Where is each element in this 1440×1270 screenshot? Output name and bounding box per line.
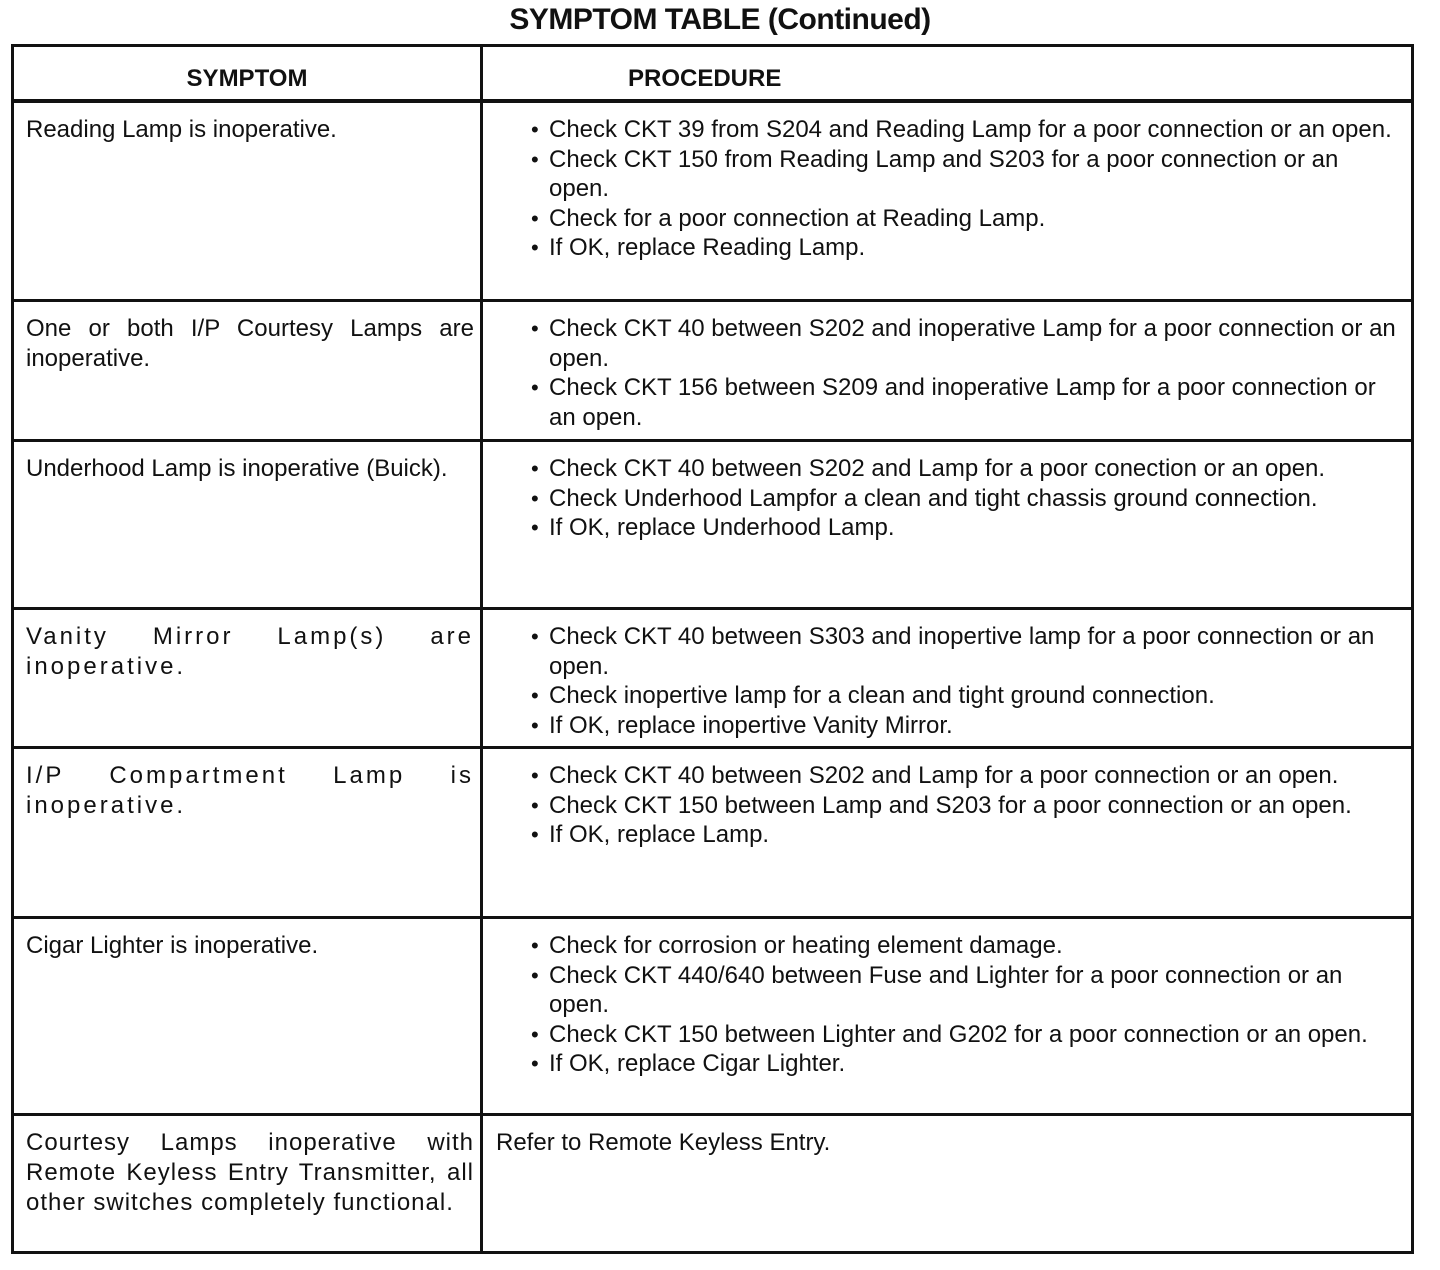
symptom-column-header: SYMPTOM (186, 65, 308, 92)
symptom-table (11, 44, 1414, 1254)
procedure-step: • Check for corrosion or heating element damage. (523, 931, 1403, 961)
table-row (14, 103, 1411, 302)
procedure-list (523, 761, 1403, 850)
procedure-list (523, 115, 1403, 263)
procedure-step: • Check CKT 40 between S303 and inopertive lamp for a poor connection or an open. (523, 622, 1403, 681)
table-header-row (14, 47, 1411, 103)
table-row (14, 749, 1411, 919)
procedure-step: • If OK, replace inopertive Vanity Mirror. (523, 711, 1403, 741)
procedure-step: • Check Underhood Lampfor a clean and tight chassis ground connection. (523, 484, 1403, 514)
table-row (14, 442, 1411, 610)
symptom-cell: Cigar Lighter is inoperative. (26, 932, 319, 959)
symptom-cell: Reading Lamp is inoperative. (26, 116, 337, 143)
procedure-step: • Check CKT 150 between Lamp and S203 for a poor connection or an open. (523, 791, 1403, 821)
procedure-column-header: PROCEDURE (628, 65, 782, 92)
procedure-step: • Check CKT 440/640 between Fuse and Lighter for a poor connection or an open. (523, 961, 1403, 1020)
symptom-cell: Underhood Lamp is inoperative (Buick). (26, 455, 448, 482)
procedure-list (523, 622, 1403, 740)
table-row (14, 302, 1411, 442)
procedure-cell: Refer to Remote Keyless Entry. (496, 1129, 831, 1156)
procedure-step: • Check CKT 40 between S202 and inoperative Lamp for a poor connection or an open. (523, 314, 1403, 373)
procedure-step: • If OK, replace Underhood Lamp. (523, 513, 1403, 543)
procedure-step: • Check inopertive lamp for a clean and tight ground connection. (523, 681, 1403, 711)
procedure-step: • Check CKT 39 from S204 and Reading Lamp for a poor connection or an open. (523, 115, 1403, 145)
table-row (14, 610, 1411, 749)
procedure-step: • Check CKT 40 between S202 and Lamp for a poor conection or an open. (523, 454, 1403, 484)
procedure-step: • If OK, replace Cigar Lighter. (523, 1049, 1403, 1079)
table-row (14, 919, 1411, 1116)
procedure-step: • Check CKT 150 from Reading Lamp and S203 for a poor connection or an open. (523, 145, 1403, 204)
procedure-step: • Check CKT 156 between S209 and inoperative Lamp for a poor connection or an open. (523, 373, 1403, 432)
procedure-list (523, 931, 1403, 1079)
symptom-cell: I/P Compartment Lamp is inoperative. (26, 762, 474, 819)
page-title: SYMPTOM TABLE (Continued) (509, 3, 931, 36)
procedure-list (523, 314, 1403, 432)
table-row (14, 1116, 1411, 1251)
procedure-step: • Check CKT 40 between S202 and Lamp for a poor connection or an open. (523, 761, 1403, 791)
procedure-list (523, 454, 1403, 543)
procedure-step: • If OK, replace Reading Lamp. (523, 233, 1403, 263)
symptom-cell: Vanity Mirror Lamp(s) are inoperative. (26, 623, 474, 680)
procedure-step: • Check CKT 150 between Lighter and G202 for a poor connection or an open. (523, 1020, 1403, 1050)
procedure-step: • If OK, replace Lamp. (523, 820, 1403, 850)
symptom-cell: Courtesy Lamps inoperative with Remote Keyless Entry Transmitter, all other switches completely functional. (26, 1129, 474, 1216)
procedure-step: • Check for a poor connection at Reading Lamp. (523, 204, 1403, 234)
symptom-cell: One or both I/P Courtesy Lamps are inoperative. (26, 315, 474, 372)
